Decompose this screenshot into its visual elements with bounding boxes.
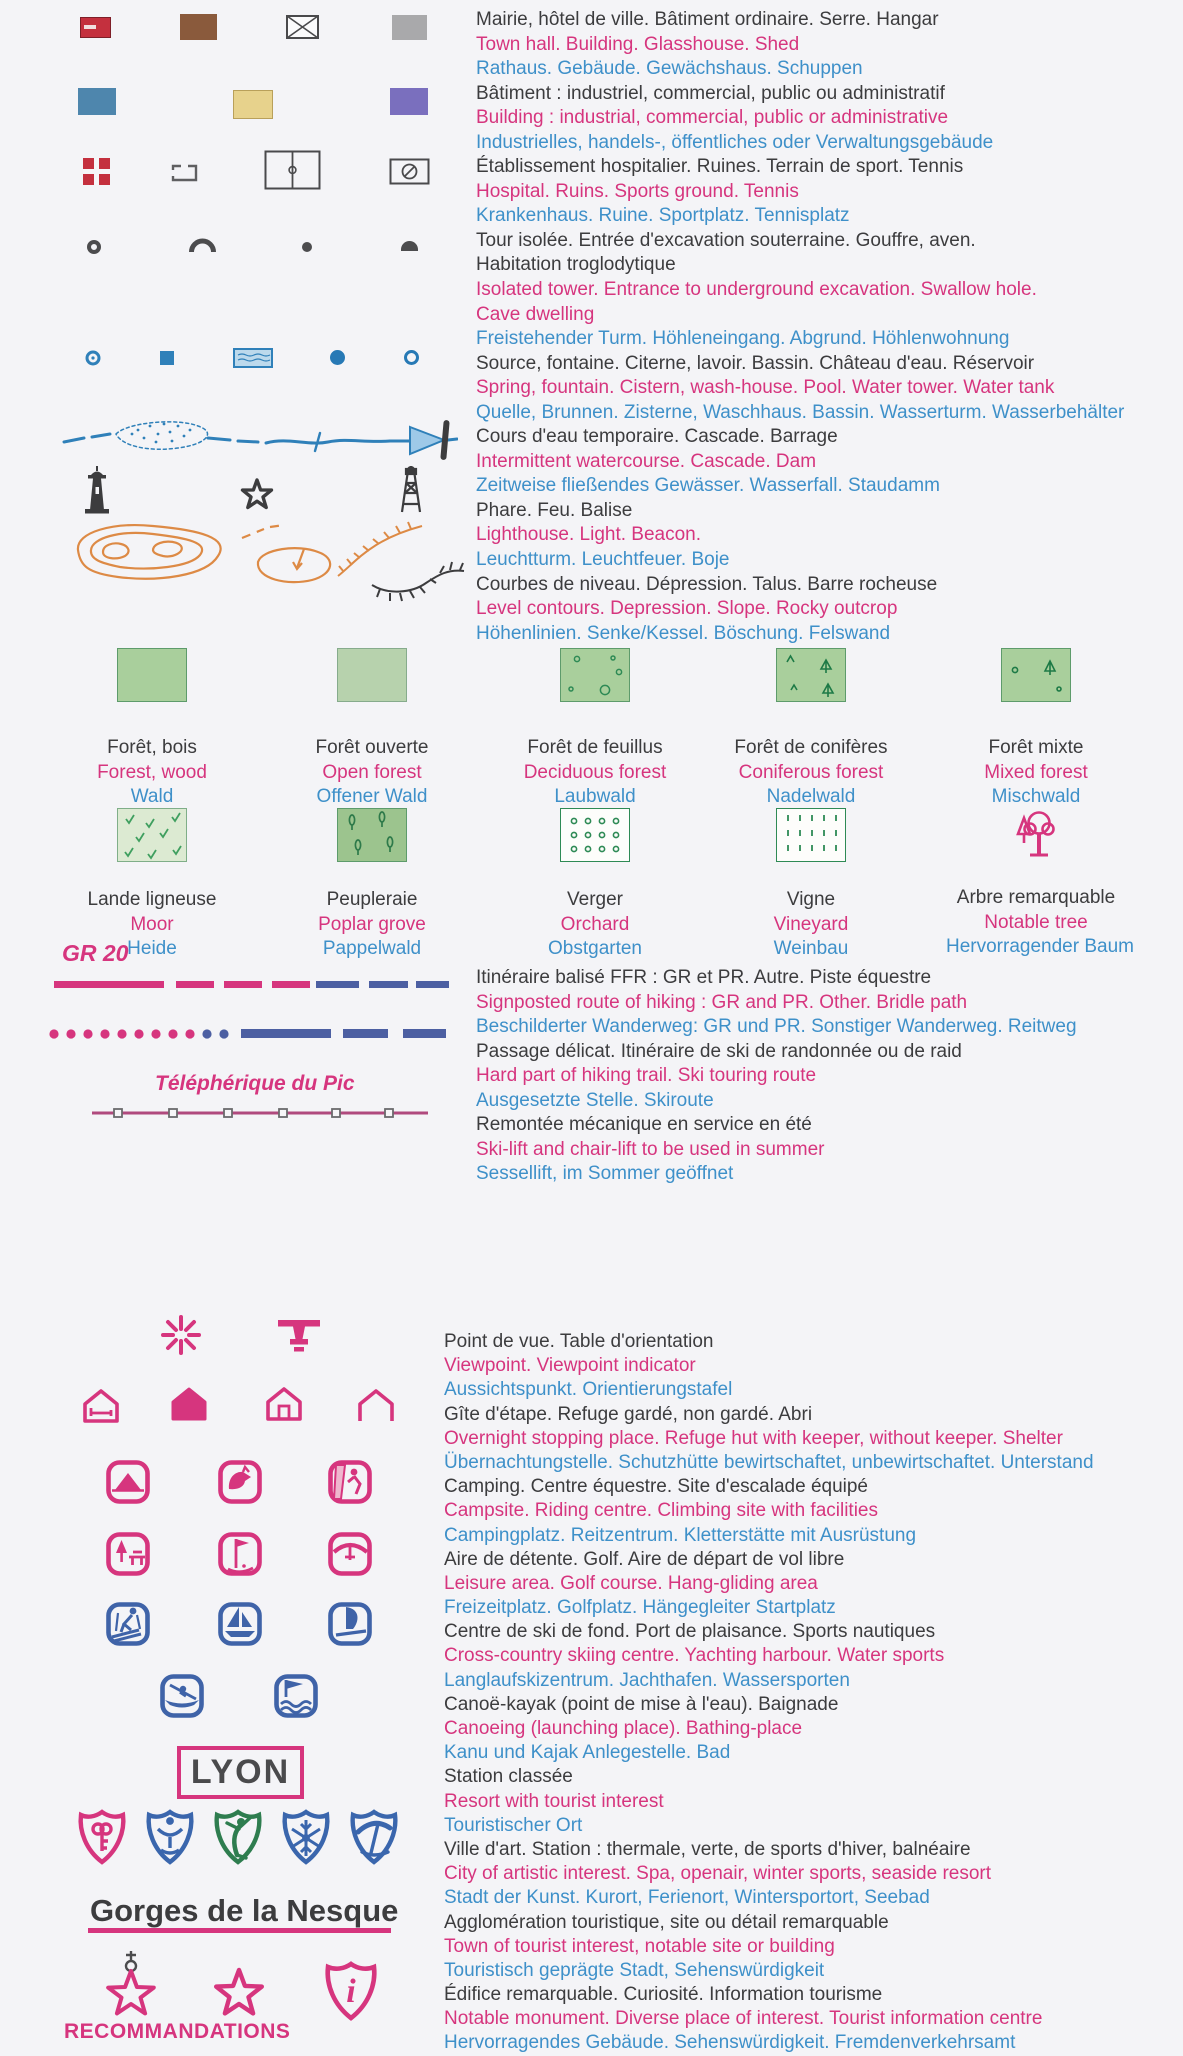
notable-monument-icon xyxy=(100,1950,162,2020)
legend-text-line: Tour isolée. Entrée d'excavation souterraine. Gouffre, aven. xyxy=(476,229,976,251)
legend-text-line: Campsite. Riding centre. Climbing site with facilities xyxy=(444,1500,878,1522)
climbing-site-icon xyxy=(326,1458,374,1506)
lighthouse-icon xyxy=(80,466,114,516)
legend-text-line: Cours d'eau temporaire. Cascade. Barrage xyxy=(476,426,838,448)
poplar-grove-swatch xyxy=(337,808,407,862)
legend-text-line: Ski-lift and chair-lift to be used in summer xyxy=(476,1138,825,1160)
tourist-town-example-label: Gorges de la Nesque xyxy=(90,1893,399,1928)
legend-text-line: Spring, fountain. Cistern, wash-house. Pool. Water tower. Water tank xyxy=(476,377,1055,399)
legend-text-line: Touristisch geprägte Stadt, Sehenswürdigkeit xyxy=(444,1959,825,1981)
tourist-town-underline xyxy=(88,1928,391,1933)
cave-dwelling-icon xyxy=(401,241,418,251)
legend-text-line: Source, fontaine. Citerne, lavoir. Bassin. Château d'eau. Réservoir xyxy=(476,352,1035,374)
legend-text-line: Town of tourist interest, notable site or building xyxy=(444,1935,835,1957)
forest-col-bois: Forêt, bois Forest, wood Wald xyxy=(62,648,242,810)
coniferous-forest-swatch xyxy=(776,648,846,702)
legend-text-line: Ausgesetzte Stelle. Skiroute xyxy=(476,1089,714,1111)
recommendations-heading: RECOMMANDATIONS xyxy=(64,2020,291,2043)
seaside-resort-shield-icon xyxy=(348,1808,400,1866)
rocky-outcrop-icon xyxy=(368,545,468,607)
legend-text-line: Building : industrial, commercial, public or administrative xyxy=(476,107,949,129)
town-hall-icon xyxy=(80,17,111,38)
legend-text-line: Hard part of hiking trail. Ski touring route xyxy=(476,1065,817,1087)
viewpoint-icon xyxy=(160,1314,202,1356)
cable-car-name-label: Téléphérique du Pic xyxy=(155,1072,355,1095)
legend-text-line: Phare. Feu. Balise xyxy=(476,499,633,521)
hard-passage-ski-route-lines xyxy=(48,1025,450,1043)
classified-resort-box xyxy=(177,1746,304,1799)
place-of-interest-star-icon xyxy=(208,1964,270,2024)
canoeing-icon xyxy=(158,1672,206,1720)
legend-text-line: Resort with tourist interest xyxy=(444,1790,664,1812)
bathing-place-icon xyxy=(272,1672,320,1720)
legend-text-line: Passage délicat. Itinéraire de ski de randonnée ou de raid xyxy=(476,1040,962,1062)
open-forest-swatch xyxy=(337,648,407,702)
beacon-star-icon xyxy=(240,478,274,511)
mixed-forest-swatch xyxy=(1001,648,1071,702)
legend-text-line: City of artistic interest. Spa, openair, winter sports, seaside resort xyxy=(444,1863,992,1885)
legend-text-line: Notable monument. Diverse place of interest. Tourist information centre xyxy=(444,2008,1043,2030)
public-building-icon xyxy=(390,88,428,115)
campsite-icon xyxy=(104,1458,152,1506)
legend-text-line: Signposted route of hiking : GR and PR. Other. Bridle path xyxy=(476,991,968,1013)
legend-text-line: Cave dwelling xyxy=(476,303,595,325)
shed-icon xyxy=(392,15,427,40)
city-of-art-shield-icon xyxy=(76,1808,128,1866)
wash-house-icon xyxy=(233,348,273,368)
refuge-garde-icon xyxy=(170,1386,208,1422)
ski-lift-line xyxy=(90,1104,430,1122)
forest-col-feuillus: Forêt de feuillus Deciduous forest Laubwald xyxy=(505,648,685,810)
classified-resort-name: LYON xyxy=(190,1753,291,1791)
sports-ground-icon xyxy=(264,150,321,190)
legend-text-line: Leuchtturm. Leuchtfeuer. Boje xyxy=(476,549,730,571)
legend-text-line: Canoeing (launching place). Bathing-place xyxy=(444,1718,803,1739)
windsurfing-icon xyxy=(326,1600,374,1648)
legend-text-line: Établissement hospitalier. Ruines. Terrain de sport. Tennis xyxy=(476,156,964,178)
water-tower-icon xyxy=(404,350,419,365)
forest-col-ouverte: Forêt ouverte Open forest Offener Wald xyxy=(282,648,462,810)
refuge-non-garde-icon xyxy=(265,1386,303,1422)
pool-icon xyxy=(330,350,345,365)
winter-sports-shield-icon xyxy=(280,1808,332,1866)
svg-text:i: i xyxy=(346,1973,356,2010)
yachting-icon xyxy=(216,1600,264,1648)
forest-col-vigne: Vigne Vineyard Weinbau xyxy=(721,808,901,962)
notable-tree-icon xyxy=(1011,806,1061,862)
legend-text-line: Industrielles, handels-, öffentliches oder Verwaltungsgebäude xyxy=(476,131,994,153)
legend-text-line: Ville d'art. Station : thermale, verte, de sports d'hiver, balnéaire xyxy=(444,1838,971,1860)
legend-text-line: Viewpoint. Viewpoint indicator xyxy=(444,1355,696,1377)
building-icon xyxy=(180,14,217,40)
legend-text-line: Agglomération touristique, site ou détail remarquable xyxy=(444,1911,889,1933)
abri-icon xyxy=(357,1388,395,1424)
forest-col-coniferes: Forêt de conifères Coniferous forest Nadelwald xyxy=(721,648,901,810)
deciduous-forest-swatch xyxy=(560,648,630,702)
legend-text-line: Hospital. Ruins. Sports ground. Tennis xyxy=(476,180,799,202)
vineyard-swatch xyxy=(776,808,846,862)
industrial-building-icon xyxy=(78,88,116,115)
legend-text-line: Leisure area. Golf course. Hang-gliding area xyxy=(444,1572,818,1594)
light-derrick-icon xyxy=(398,466,424,514)
legend-text-line: Habitation troglodytique xyxy=(476,254,676,276)
legend-text-line: Stadt der Kunst. Kurort, Ferienort, Wintersportort, Seebad xyxy=(444,1887,930,1909)
isolated-tower-icon xyxy=(87,240,101,254)
legend-text-line: Beschilderter Wanderweg: GR und PR. Sonstiger Wanderweg. Reitweg xyxy=(476,1016,1077,1038)
legend-text-line: Sessellift, im Sommer geöffnet xyxy=(476,1163,734,1185)
tourism-text xyxy=(444,1330,1094,2056)
legend-text-line: Cross-country skiing centre. Yachting harbour. Water sports xyxy=(444,1645,945,1667)
hospital-icon xyxy=(83,158,110,185)
legend-text-line: Remontée mécanique en service en été xyxy=(476,1114,812,1136)
tennis-icon xyxy=(389,158,430,185)
legend-text-line: Level contours. Depression. Slope. Rocky outcrop xyxy=(476,598,898,620)
legend-text-line: Édifice remarquable. Curiosité. Information tourisme xyxy=(444,1984,883,2006)
legend-text-line: Zeitweise fließendes Gewässer. Wasserfall. Staudamm xyxy=(476,475,940,497)
forest-col-arbre: Arbre remarquable Notable tree Hervorragender Baum xyxy=(946,806,1126,960)
trails-text xyxy=(476,966,1077,1187)
ruins-icon xyxy=(171,164,198,182)
forest-col-verger: Verger Orchard Obstgarten xyxy=(505,808,685,962)
forest-col-peupleraie: Peupleraie Poplar grove Pappelwald xyxy=(282,808,462,962)
legend-text-line: Freistehender Turm. Höhleneingang. Abgrund. Höhlenwohnung xyxy=(476,328,1010,350)
legend-text-line: Isolated tower. Entrance to underground excavation. Swallow hole. xyxy=(476,279,1037,301)
buildings-water-relief-text xyxy=(476,8,1124,646)
legend-text-line: Hervorragendes Gebäude. Sehenswürdigkeit. Fremdenverkehrsamt xyxy=(444,2032,1016,2054)
legend-text-line: Town hall. Building. Glasshouse. Shed xyxy=(476,33,800,55)
glasshouse-icon xyxy=(286,15,319,39)
legend-text-line: Gîte d'étape. Refuge gardé, non gardé. Abri xyxy=(444,1403,813,1425)
gite-etape-icon xyxy=(82,1388,120,1424)
contour-lines-icon xyxy=(58,514,240,592)
legend-text-line: Aire de détente. Golf. Aire de départ de vol libre xyxy=(444,1548,845,1570)
legend-text-line: Krankenhaus. Ruine. Sportplatz. Tennisplatz xyxy=(476,205,850,227)
legend-text-line: Lighthouse. Light. Beacon. xyxy=(476,524,702,546)
legend-text-line: Übernachtungstelle. Schutzhütte bewirtschaftet, unbewirtschaftet. Unterstand xyxy=(444,1451,1094,1473)
forest-wood-swatch xyxy=(117,648,187,702)
tourist-info-icon xyxy=(322,1960,380,2022)
cross-country-ski-icon xyxy=(104,1600,152,1648)
legend-text-line: Station classée xyxy=(444,1766,573,1788)
cistern-icon xyxy=(160,351,174,365)
legend-text-line: Canoë-kayak (point de mise à l'eau). Baignade xyxy=(444,1693,839,1715)
forest-col-mixte: Forêt mixte Mixed forest Mischwald xyxy=(946,648,1126,810)
openair-resort-shield-icon xyxy=(212,1808,264,1866)
legend-text-line: Mairie, hôtel de ville. Bâtiment ordinaire. Serre. Hangar xyxy=(476,9,939,30)
legend-text-line: Rathaus. Gebäude. Gewächshaus. Schuppen xyxy=(476,58,863,80)
legend-text-line: Bâtiment : industriel, commercial, public ou administratif xyxy=(476,82,945,104)
legend-text-line: Point de vue. Table d'orientation xyxy=(444,1331,714,1352)
riding-centre-icon xyxy=(216,1458,264,1506)
forest-col-lande: Lande ligneuse Moor Heide xyxy=(62,808,242,962)
legend-text-line: Camping. Centre équestre. Site d'escalade équipé xyxy=(444,1476,869,1498)
hang-gliding-icon xyxy=(326,1530,374,1578)
legend-text-line: Aussichtspunkt. Orientierungstafel xyxy=(444,1379,733,1401)
hiking-route-lines xyxy=(54,979,450,991)
legend-text-line: Höhenlinien. Senke/Kessel. Böschung. Felswand xyxy=(476,622,891,644)
legend-text-line: Campingplatz. Reitzentrum. Kletterstätte mit Ausrüstung xyxy=(444,1524,917,1546)
orchard-swatch xyxy=(560,808,630,862)
legend-text-line: Kanu und Kajak Anlegestelle. Bad xyxy=(444,1742,731,1764)
legend-text-line: Touristischer Ort xyxy=(444,1814,583,1836)
watercourse-cascade-dam-icon xyxy=(58,410,458,462)
golf-icon xyxy=(216,1530,264,1578)
legend-text-line: Overnight stopping place. Refuge hut with keeper, without keeper. Shelter xyxy=(444,1427,1063,1449)
legend-text-line: Langlaufskizentrum. Jachthafen. Wassersporten xyxy=(444,1669,850,1691)
swallow-hole-icon xyxy=(302,242,312,252)
legend-text-line: Quelle, Brunnen. Zisterne, Waschhaus. Bassin. Wasserturm. Wasserbehälter xyxy=(476,401,1125,423)
spring-icon xyxy=(85,350,101,366)
leisure-area-icon xyxy=(104,1530,152,1578)
commercial-building-icon xyxy=(233,90,273,119)
legend-text-line: Centre de ski de fond. Port de plaisance. Sports nautiques xyxy=(444,1621,936,1643)
moor-swatch xyxy=(117,808,187,862)
orientation-table-icon xyxy=(276,1318,322,1354)
legend-text-line: Intermittent watercourse. Cascade. Dam xyxy=(476,450,817,472)
cave-entrance-icon xyxy=(189,238,216,253)
legend-text-line: Courbes de niveau. Dépression. Talus. Barre rocheuse xyxy=(476,573,938,595)
spa-resort-shield-icon xyxy=(144,1808,196,1866)
gr20-route-label: GR 20 xyxy=(62,940,129,966)
legend-text-line: Freizeitplatz. Golfplatz. Hängegleiter Startplatz xyxy=(444,1597,836,1619)
legend-text-line: Itinéraire balisé FFR : GR et PR. Autre. Piste équestre xyxy=(476,967,932,988)
